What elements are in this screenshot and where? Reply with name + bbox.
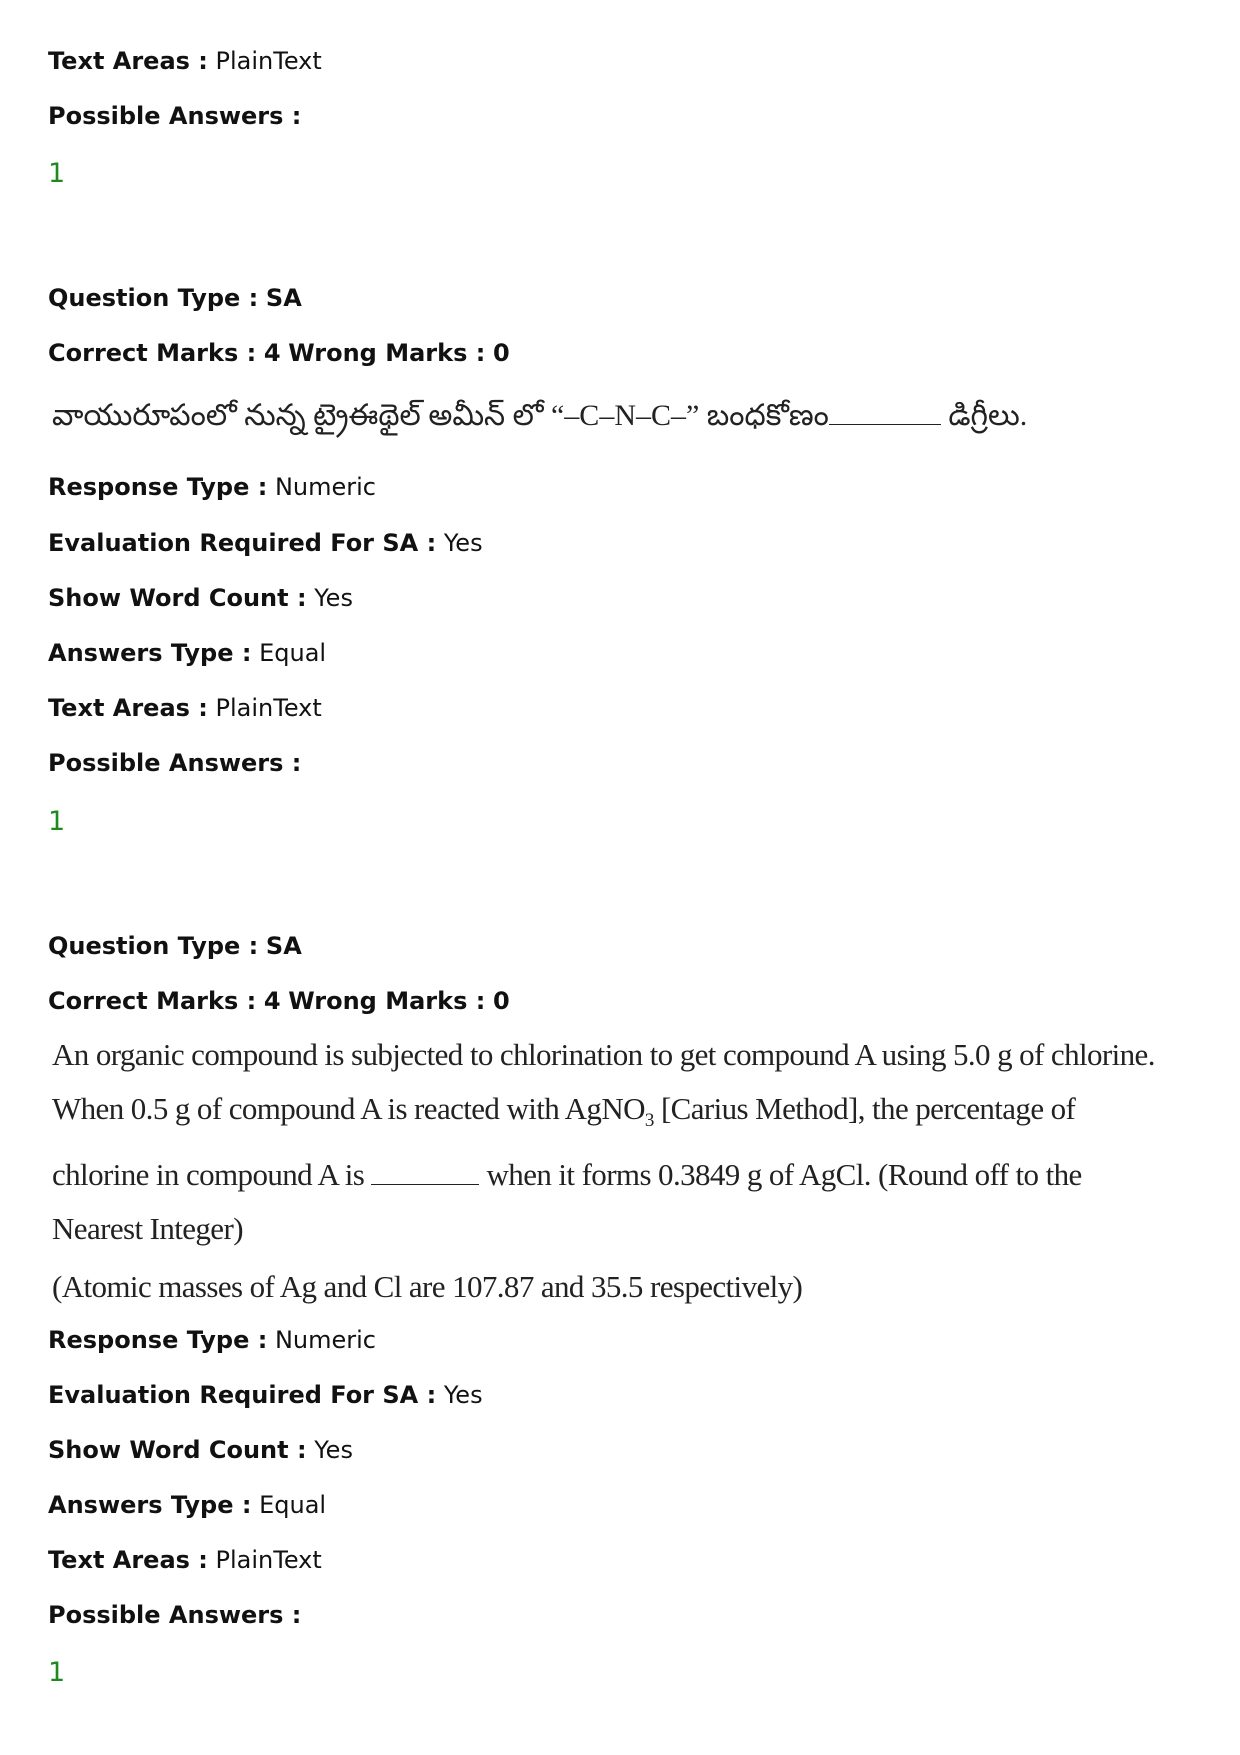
answers-type-value: Equal [259,1491,327,1519]
question-type-value: SA [265,932,302,960]
q2-question-line [52,1148,1155,1202]
q2-question-line2-b: [Carius Method], the percentage of [653,1091,1076,1126]
wrong-marks-value: 0 [492,339,510,367]
top-answer-value: 1 [48,158,66,189]
text-areas-value: PlainText [215,1546,322,1574]
q2-response-type-row [48,1325,376,1355]
q1-question-text [52,398,1027,434]
q2-question-line: Nearest Integer) [52,1211,243,1247]
q2-answer-value: 1 [48,1657,66,1688]
q1-answer-value: 1 [48,806,66,837]
q2-word-count-row [48,1435,353,1465]
q2-question-line3-b: when it forms 0.3849 g of AgCl. (Round off to the [479,1157,1082,1193]
answer-blank [371,1162,479,1185]
q1-text-areas-row [48,693,322,723]
response-type-label: Response Type : [48,1326,268,1354]
q2-possible-answers-row [48,1600,301,1630]
wrong-marks-label: Wrong Marks : [288,339,486,367]
answer-blank [829,402,941,425]
question-type-label: Question Type : [48,932,259,960]
q2-text-areas-row [48,1545,322,1575]
q1-question-text-after: డిగ్రీలు. [948,399,1028,432]
q1-question-text-before: వాయురూపంలో నున్న ట్రైఈథైల్ అమీన్ లో “–C–N–C–” బంధకోణం [52,399,829,432]
q1-response-type-row [48,472,376,502]
response-type-label: Response Type : [48,473,268,501]
word-count-value: Yes [314,1436,353,1464]
possible-answers-label: Possible Answers : [48,102,302,130]
top-text-areas-row [48,46,322,76]
answers-type-value: Equal [259,639,327,667]
text-areas-label: Text Areas : [48,1546,208,1574]
q2-question-type-row [48,931,302,961]
q2-question-line: (Atomic masses of Ag and Cl are 107.87 and 35.5 respectively) [52,1269,803,1305]
correct-marks-label: Correct Marks : [48,987,257,1015]
answers-type-label: Answers Type : [48,639,252,667]
top-possible-answers-row [48,101,301,131]
word-count-label: Show Word Count : [48,584,307,612]
text-areas-value: PlainText [215,694,322,722]
q2-question-line: An organic compound is subjected to chlorination to get compound A using 5.0 g of chlorine. [52,1037,1155,1072]
q1-marks-row [48,338,510,368]
text-areas-label: Text Areas : [48,694,208,722]
q1-answers-type-row [48,638,326,668]
q2-question-line2-a: When 0.5 g of compound A is reacted with AgNO [52,1091,645,1126]
correct-marks-label: Correct Marks : [48,339,257,367]
q1-evaluation-row [48,528,483,558]
q2-answers-type-row [48,1490,326,1520]
word-count-label: Show Word Count : [48,1436,307,1464]
evaluation-label: Evaluation Required For SA : [48,529,437,557]
q2-evaluation-row [48,1380,483,1410]
response-type-value: Numeric [274,1326,376,1354]
possible-answers-label: Possible Answers : [48,749,302,777]
response-type-value: Numeric [274,473,376,501]
q1-possible-answers-row [48,748,301,778]
answers-type-label: Answers Type : [48,1491,252,1519]
question-type-value: SA [265,284,302,312]
word-count-value: Yes [314,584,353,612]
q2-question-line [52,1082,1155,1148]
q2-subscript: 3 [644,1110,654,1132]
wrong-marks-label: Wrong Marks : [288,987,486,1015]
q2-marks-row [48,986,510,1016]
text-areas-value: PlainText [215,47,322,75]
text-areas-label: Text Areas : [48,47,208,75]
q2-question-line3-a: chlorine in compound A is [52,1157,372,1193]
correct-marks-value: 4 [263,987,281,1015]
question-type-label: Question Type : [48,284,259,312]
evaluation-value: Yes [443,529,483,557]
possible-answers-label: Possible Answers : [48,1601,302,1629]
q1-question-type-row [48,283,302,313]
evaluation-label: Evaluation Required For SA : [48,1381,437,1409]
evaluation-value: Yes [443,1381,483,1409]
wrong-marks-value: 0 [492,987,510,1015]
correct-marks-value: 4 [263,339,281,367]
q1-word-count-row [48,583,353,613]
q2-question-text [52,1028,1155,1314]
